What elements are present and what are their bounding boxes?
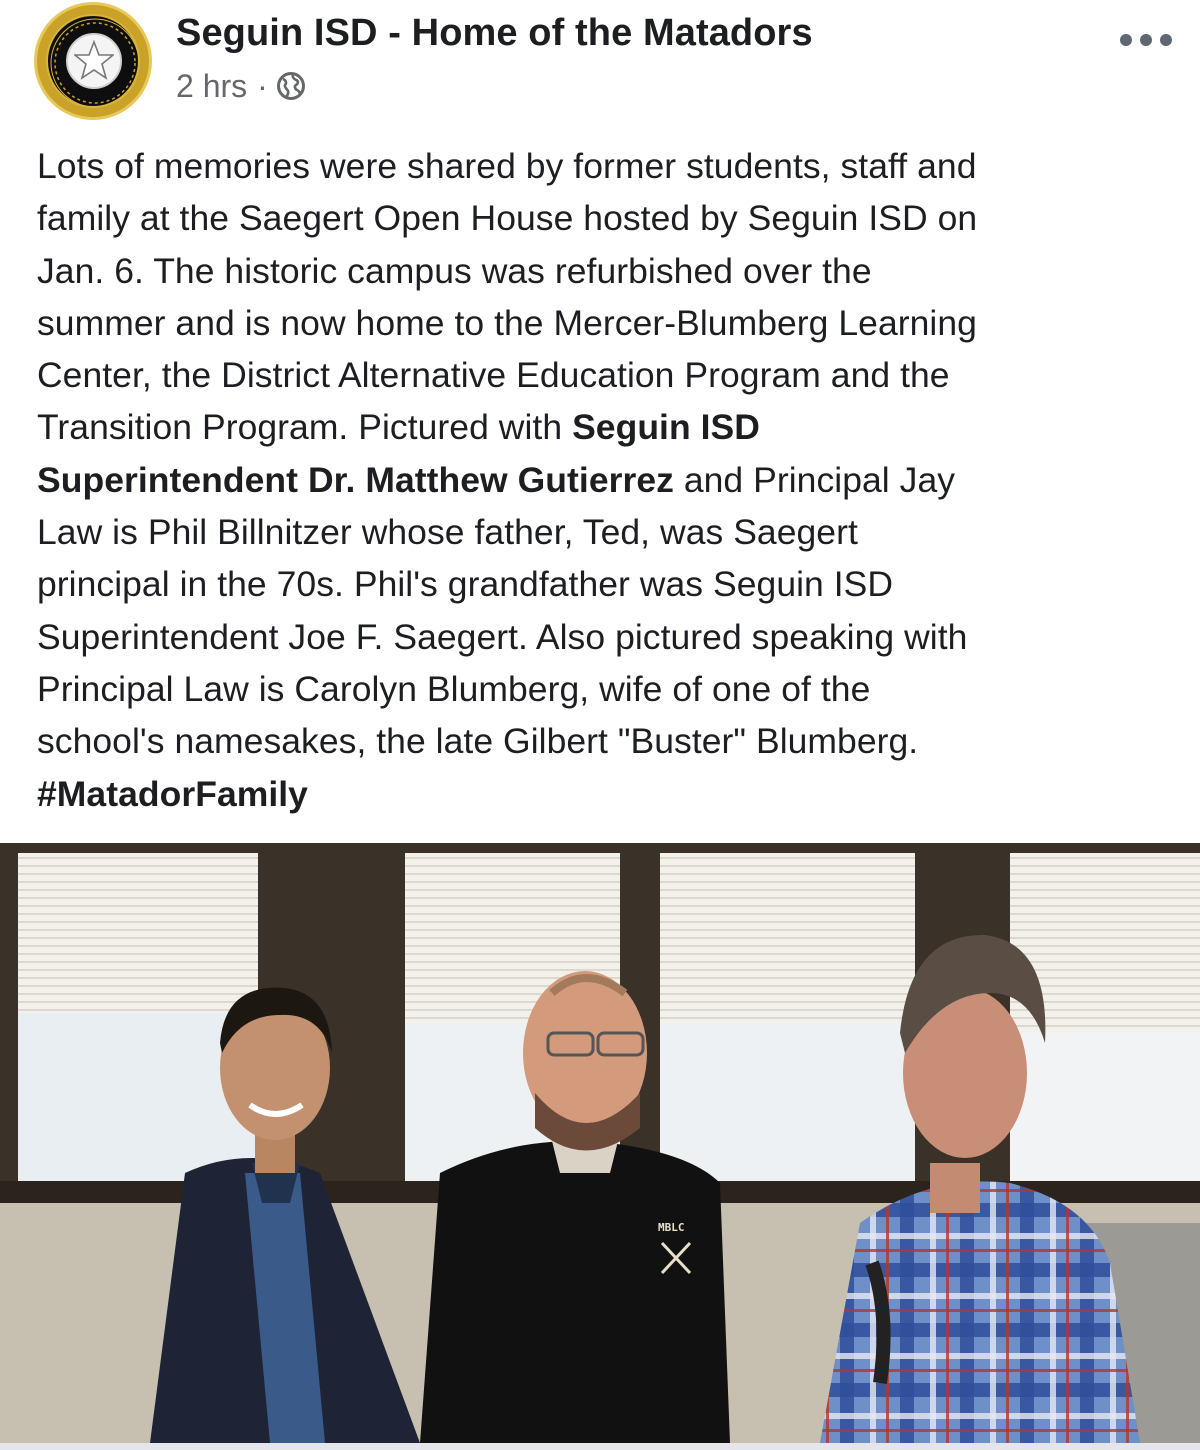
post-text-line — [37, 506, 1177, 558]
text-segment: school's namesakes, the late Gilbert "Buster" Blumberg. — [37, 721, 919, 762]
post-text-line — [37, 454, 1177, 506]
text-segment: Superintendent Joe F. Saegert. Also pictured speaking with — [37, 616, 968, 657]
more-options-icon-dot — [1160, 34, 1172, 46]
district-seal-star-icon — [46, 14, 140, 108]
text-segment: and Principal Jay — [673, 459, 956, 500]
globe-icon[interactable] — [276, 71, 306, 101]
seal-center — [66, 33, 122, 89]
text-segment: Lots of memories were shared by former students, staff and — [37, 146, 977, 186]
post-text-line — [37, 611, 1177, 663]
bold-text-segment: Seguin ISD — [572, 407, 760, 448]
more-options-button[interactable] — [1118, 26, 1174, 54]
text-segment: Center, the District Alternative Education Program and the — [37, 355, 950, 396]
post-header — [0, 0, 1200, 120]
meta-separator: · — [257, 67, 268, 104]
post-photo[interactable] — [0, 843, 1200, 1443]
text-segment: Law is Phil Billnitzer whose father, Ted, was Saegert — [37, 512, 858, 553]
text-segment: principal in the 70s. Phil's grandfather was Seguin ISD — [37, 564, 894, 605]
shirt-logo-text: MBLC — [658, 1221, 685, 1234]
more-options-icon-dot — [1140, 34, 1152, 46]
post-text-line — [37, 401, 1177, 453]
text-segment: Transition Program. Pictured with — [37, 407, 573, 448]
text-segment: summer and is now home to the Mercer-Blumberg Learning — [37, 302, 977, 343]
post-text-line — [37, 245, 1177, 297]
text-segment: Jan. 6. The historic campus was refurbished over the — [37, 250, 872, 291]
hashtag-link[interactable]: #MatadorFamily — [37, 773, 308, 814]
post-text-line — [37, 140, 1177, 192]
post-text-line — [37, 715, 1177, 767]
post-divider — [0, 1443, 1200, 1450]
post-text-line — [37, 558, 1177, 610]
photo-illustration — [0, 843, 1200, 1443]
post-text-line — [37, 663, 1177, 715]
star-icon — [74, 40, 114, 80]
post-text-line — [37, 192, 1177, 244]
more-options-icon — [1120, 34, 1132, 46]
page-avatar[interactable] — [34, 2, 152, 120]
post-text — [37, 140, 1177, 820]
bold-text-segment: Superintendent Dr. Matthew Gutierrez — [37, 459, 674, 500]
post-text-line — [37, 349, 1177, 401]
text-segment: Principal Law is Carolyn Blumberg, wife of one of the — [37, 668, 871, 709]
post-timestamp[interactable]: 2 hrs — [176, 67, 248, 104]
text-segment: family at the Saegert Open House hosted by Seguin ISD on — [37, 198, 978, 239]
post-meta — [176, 66, 306, 106]
post-text-line — [37, 297, 1177, 349]
page-name-link[interactable]: Seguin ISD - Home of the Matadors — [176, 12, 813, 54]
